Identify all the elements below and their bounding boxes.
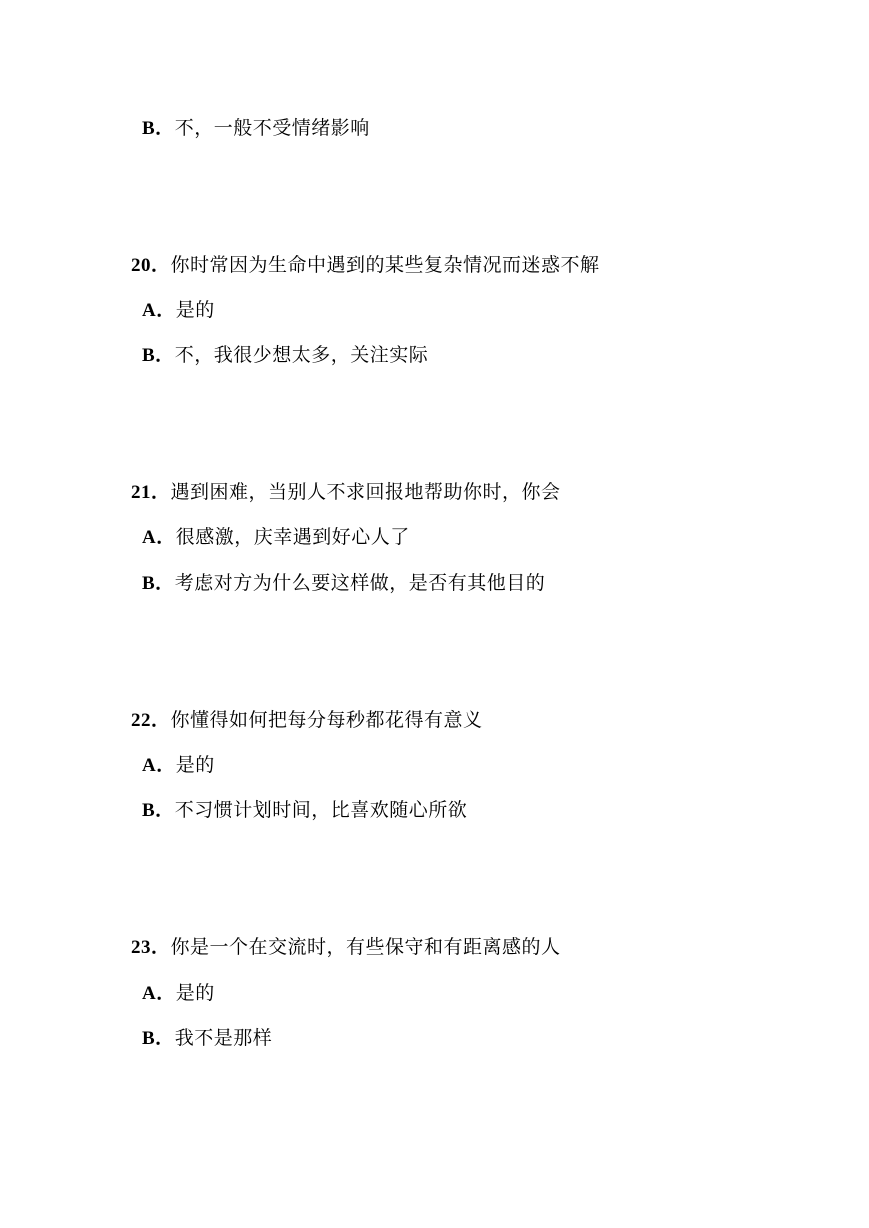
question-number: 22． [131,710,171,731]
question-19-option-b [142,116,370,141]
option-label: A． [142,527,176,548]
question-text: 你是一个在交流时，有些保守和有距离感的人 [170,936,561,958]
question-21 [131,480,561,505]
question-20-option-a [142,298,215,323]
question-20-option-b [142,343,428,368]
option-label: B． [142,800,175,821]
question-number: 21． [131,482,171,503]
option-text: 是的 [175,299,215,321]
option-label: B． [142,345,175,366]
question-22 [131,708,483,733]
option-text: 不习惯计划时间，比喜欢随心所欲 [174,799,468,821]
question-text: 你时常因为生命中遇到的某些复杂情况而迷惑不解 [170,254,600,276]
question-20 [131,253,600,278]
option-text: 不，一般不受情绪影响 [174,117,370,139]
option-label: B． [142,1028,175,1049]
question-number: 23． [131,937,171,958]
option-label: B． [142,118,175,139]
question-23-option-a [142,981,215,1006]
question-23-option-b [142,1026,272,1051]
option-label: B． [142,573,175,594]
option-label: A． [142,755,176,776]
option-text: 是的 [175,982,215,1004]
option-text: 考虑对方为什么要这样做，是否有其他目的 [174,572,546,594]
option-text: 我不是那样 [174,1027,273,1049]
question-23 [131,935,561,960]
question-number: 20． [131,255,171,276]
question-text: 遇到困难，当别人不求回报地帮助你时，你会 [170,481,561,503]
question-22-option-b [142,798,467,823]
question-text: 你懂得如何把每分每秒都花得有意义 [170,709,483,731]
option-text: 很感激，庆幸遇到好心人了 [175,526,410,548]
option-text: 是的 [175,754,215,776]
option-text: 不，我很少想太多，关注实际 [174,344,429,366]
option-label: A． [142,983,176,1004]
question-21-option-a [142,525,410,550]
option-label: A． [142,300,176,321]
question-21-option-b [142,571,545,596]
question-22-option-a [142,753,215,778]
